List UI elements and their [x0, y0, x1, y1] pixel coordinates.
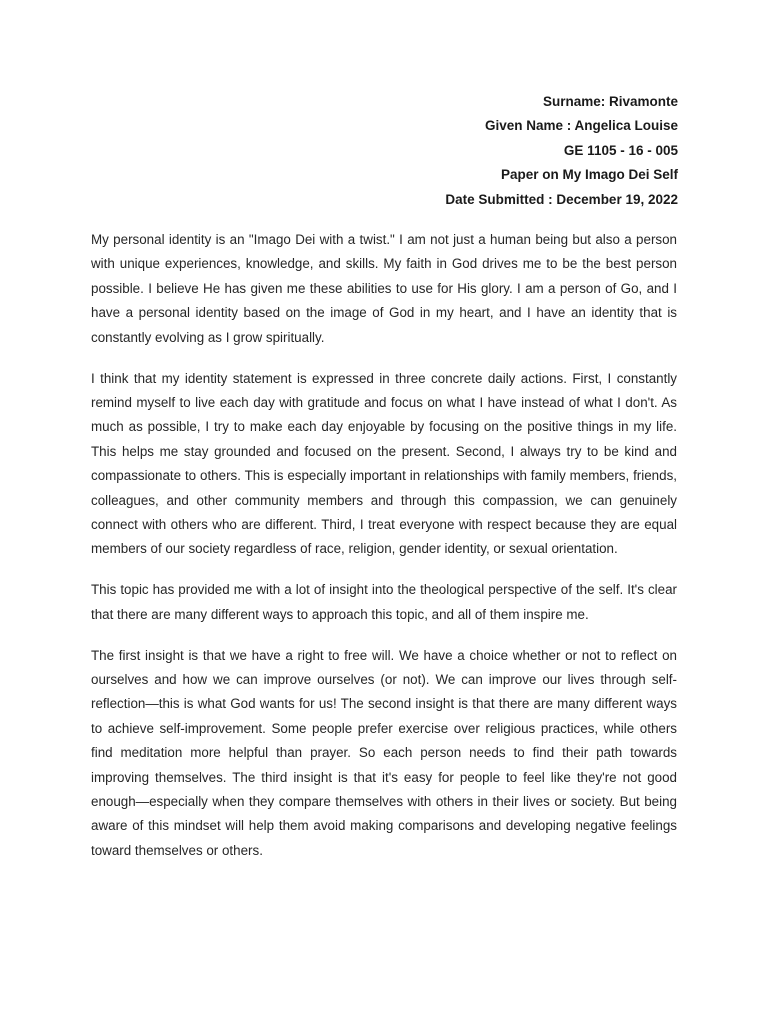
- paragraph-insights: The first insight is that we have a right to free will. We have a choice whether or not to reflect on ourselves and how we can improve ourselves (or not). We can improve our lives through self-reflection—this is what God wants for us! The second insight is that there are many different ways to achieve self-improvement. Some people prefer exercise over religious practices, while others find meditation more helpful than prayer. So each person needs to find their path towards improving themselves. The third insight is that it's easy for people to feel like they're not good enough—especially when they compare themselves with others in their lives or society. But being aware of this mindset will help them avoid making comparisons and developing negative feelings toward themselves or others.: [91, 647, 677, 858]
- date-submitted-line: Date Submitted : December 19, 2022: [445, 191, 678, 207]
- given-name-line: Given Name : Angelica Louise: [484, 118, 678, 134]
- paragraph-identity: My personal identity is an "Imago Dei with a twist." I am not just a human being but also a person with unique experiences, knowledge, and skills. My faith in God drives me to be the best person possible. I believe He has given me these abilities to use for His glory. I am a person of Go, and I have a personal identity based on the image of God in my heart, and I have an identity that is constantly evolving as I grow spiritually.: [91, 232, 677, 345]
- paragraph-insight-intro: This topic has provided me with a lot of insight into the theological perspective of the self. It's clear that there are many different ways to approach this topic, and all of them inspire me.: [91, 582, 677, 622]
- document-body: [91, 228, 677, 880]
- surname-line: Surname: Rivamonte: [542, 94, 678, 109]
- document-header: [445, 90, 678, 212]
- paper-title-line: Paper on My Imago Dei Self: [500, 167, 678, 183]
- paragraph-daily-actions: I think that my identity statement is expressed in three concrete daily actions. First, I constantly remind myself to live each day with gratitude and focus on what I have instead of what I don't. As much as possible, I try to make each day enjoyable by focusing on the positive things in my life. This helps me stay grounded and focused on the present. Second, I always try to be kind and compassionate to others. This is especially important in relationships with family members, friends, colleagues, and other community members and through this compassion, we can genuinely connect with others who are different. Third, I treat everyone with respect because they are equal members of our society regardless of race, religion, gender identity, or sexual orientation.: [91, 370, 677, 557]
- course-code-line: GE 1105 - 16 - 005: [563, 142, 678, 158]
